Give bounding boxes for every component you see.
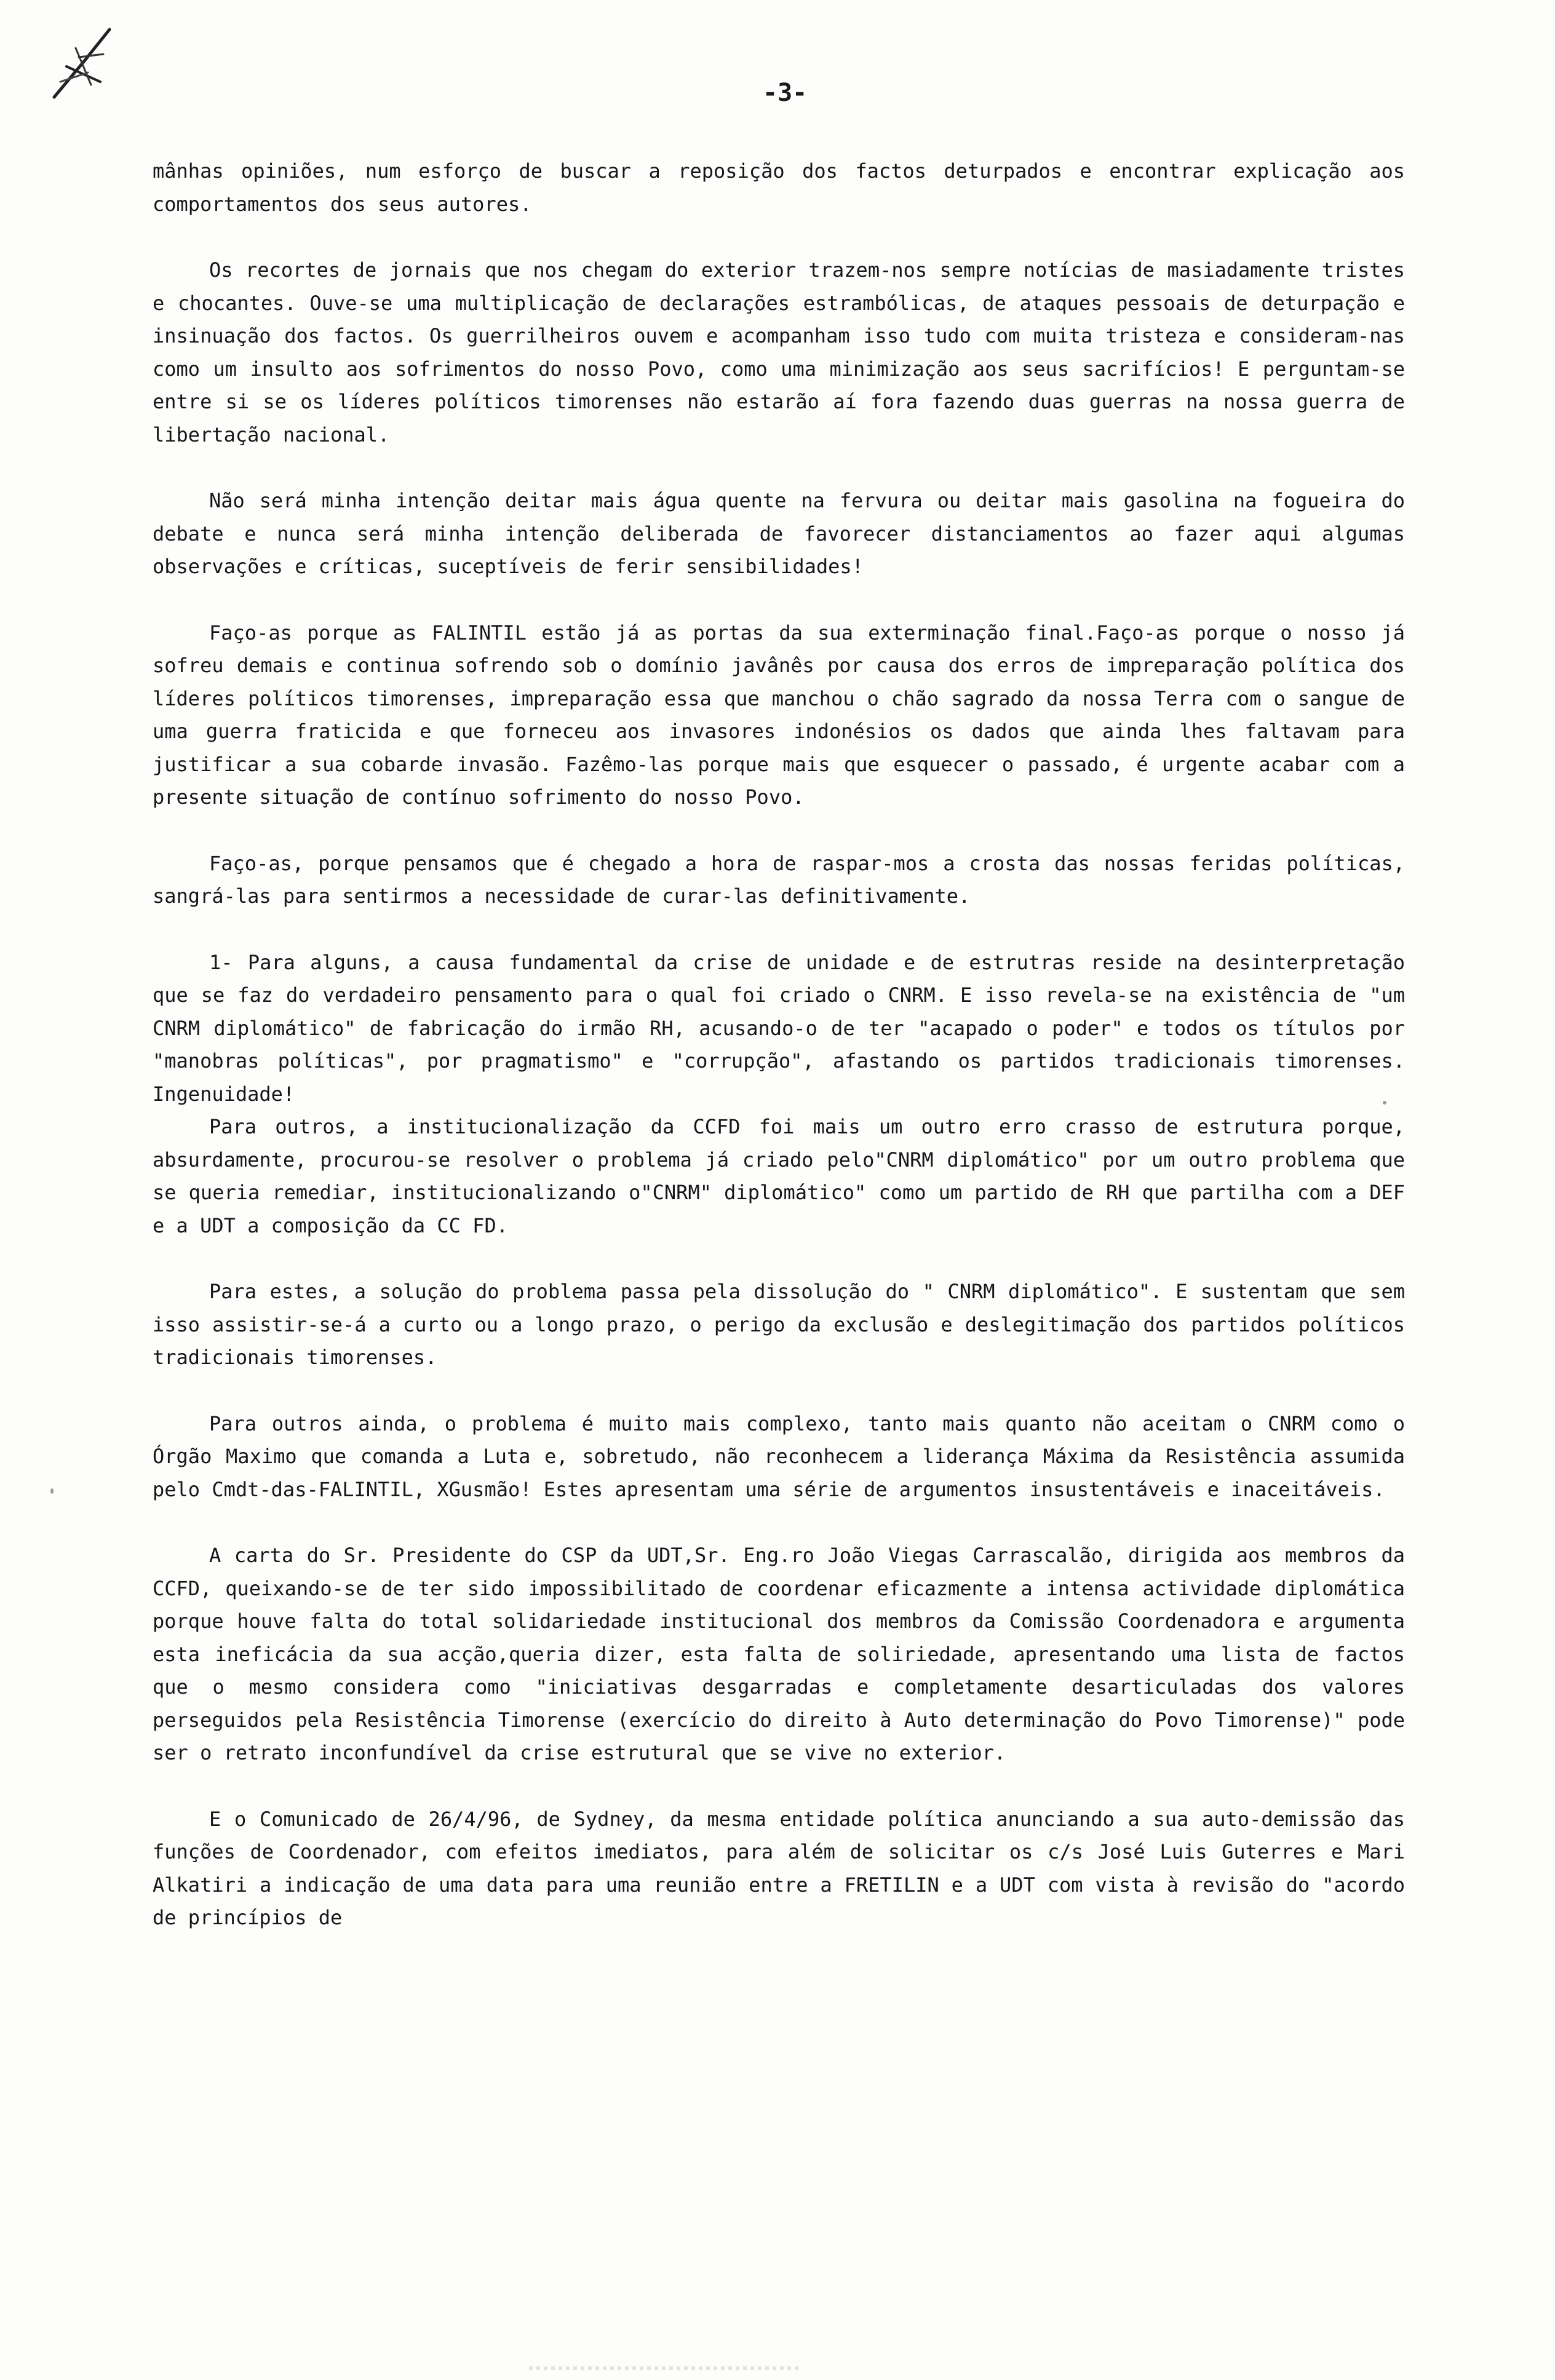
paragraph: E o Comunicado de 26/4/96, de Sydney, da mesma entidade política anunciando a sua auto-demissão das funções de Coordenador, com efeitos imediatos, para além de solicitar os c/s José Luis Guterres e Mari Alkatiri a indicação de uma data para uma reunião entre a FRETILIN e a UDT com vista à revisão do "acordo de princípios de xyxy=(153,1807,1405,1929)
paragraph: Os recortes de jornais que nos chegam do exterior trazem-nos sempre notícias de masiadamente tristes e chocantes. Ouve-se uma multiplicação de declarações estrambólicas, de ataques pessoais de deturpação e insinuação dos factos. Os guerrilheiros ouvem e acompanham isso tudo com muita tristeza e consideram-nas como um insulto aos sofrimentos do nosso Povo, como uma minimização aos seus sacrifícios! E perguntam-se entre si se os líderes políticos timorenses não estarão aí fora fazendo duas guerras na nossa guerra de libertação nacional. xyxy=(153,258,1405,446)
paragraph: Para estes, a solução do problema passa pela dissolução do " CNRM diplomático". E sustentam que sem isso assistir-se-á a curto ou a longo prazo, o perigo da exclusão e deslegitimação dos partidos políticos tradicionais timorenses. xyxy=(153,1280,1405,1369)
paragraph: mânhas opiniões, num esforço de buscar a reposição dos factos deturpados e encontrar explicação aos comportamentos dos seus autores. xyxy=(153,159,1405,216)
paragraph: Não será minha intenção deitar mais água quente na fervura ou deitar mais gasolina na fogueira do debate e nunca será minha intenção deliberada de favorecer distanciamentos ao fazer aqui algumas observações e críticas, suceptíveis de ferir sensibilidades! xyxy=(153,489,1405,578)
scan-speck xyxy=(50,1488,54,1494)
paragraph: Para outros, a institucionalização da CCFD foi mais um outro erro crasso de estrutura porque, absurdamente, procurou-se resolver o problema já criado pelo"CNRM diplomático" por um outro problema que se queria remediar, institucionalizando o"CNRM" diplomático" como um partido de RH que partilha com a DEF e a UDT a composição da CC FD. xyxy=(153,1115,1405,1237)
paragraph: Faço-as porque as FALINTIL estão já as portas da sua exterminação final.Faço-as porque o nosso já sofreu demais e continua sofrendo sob o domínio javânês por causa dos erros de impreparação política dos líderes políticos timorenses, impreparação essa que manchou o chão sagrado da nossa Terra com o sangue de uma guerra fraticida e que forneceu aos invasores indonésios os dados que ainda lhes faltavam para justificar a sua cobarde invasão. Fazêmo-las porque mais que esquecer o passado, é urgente acabar com a presente situação de contínuo sofrimento do nosso Povo. xyxy=(153,621,1405,809)
handwritten-mark-icon xyxy=(42,23,122,103)
page-number: -3- xyxy=(763,79,808,107)
paragraph: A carta do Sr. Presidente do CSP da UDT,Sr. Eng.ro João Viegas Carrascalão, dirigida aos membros da CCFD, queixando-se de ter sido impossibilitado de coordenar eficazmente a intensa actividade diplomática porque houve falta do total solidariedade institucional dos membros da Comissão Coordenadora e argumenta esta ineficácia da sua acção,queria dizer, esta falta de soliriedade, apresentando uma lista de factos que o mesmo considera como "iniciativas desgarradas e completamente desarticuladas dos valores perseguidos pela Resistência Timorense (exercício do direito à Auto determinação do Povo Timorense)" pode ser o retrato inconfundível da crise estrutural que se vive no exterior. xyxy=(153,1544,1405,1764)
paragraph: 1- Para alguns, a causa fundamental da crise de unidade e de estrutras reside na desinterpretação que se faz do verdadeiro pensamento para o qual foi criado o CNRM. E isso revela-se na existência de "um CNRM diplomático" de fabricação do irmão RH, acusando-o de ter "acapado o poder" e todos os títulos por "manobras políticas", por pragmatismo" e "corrupção", afastando os partidos tradicionais timorenses. Ingenuidade! xyxy=(153,950,1405,1106)
document-body xyxy=(153,155,1405,1968)
scan-speck xyxy=(1383,1101,1386,1105)
paragraph: Para outros ainda, o problema é muito mais complexo, tanto mais quanto não aceitam o CNRM como o Órgão Maximo que comanda a Luta e, sobretudo, não reconhecem a liderança Máxima da Resistência assumida pelo Cmdt-das-FALINTIL, XGusmão! Estes apresentam uma série de argumentos insustentáveis e inaceitáveis. xyxy=(153,1411,1405,1501)
scan-artifact xyxy=(529,2366,800,2370)
paragraph: Faço-as, porque pensamos que é chegado a hora de raspar-mos a crosta das nossas feridas políticas, sangrá-las para sentirmos a necessidade de curar-las definitivamente. xyxy=(153,851,1405,908)
